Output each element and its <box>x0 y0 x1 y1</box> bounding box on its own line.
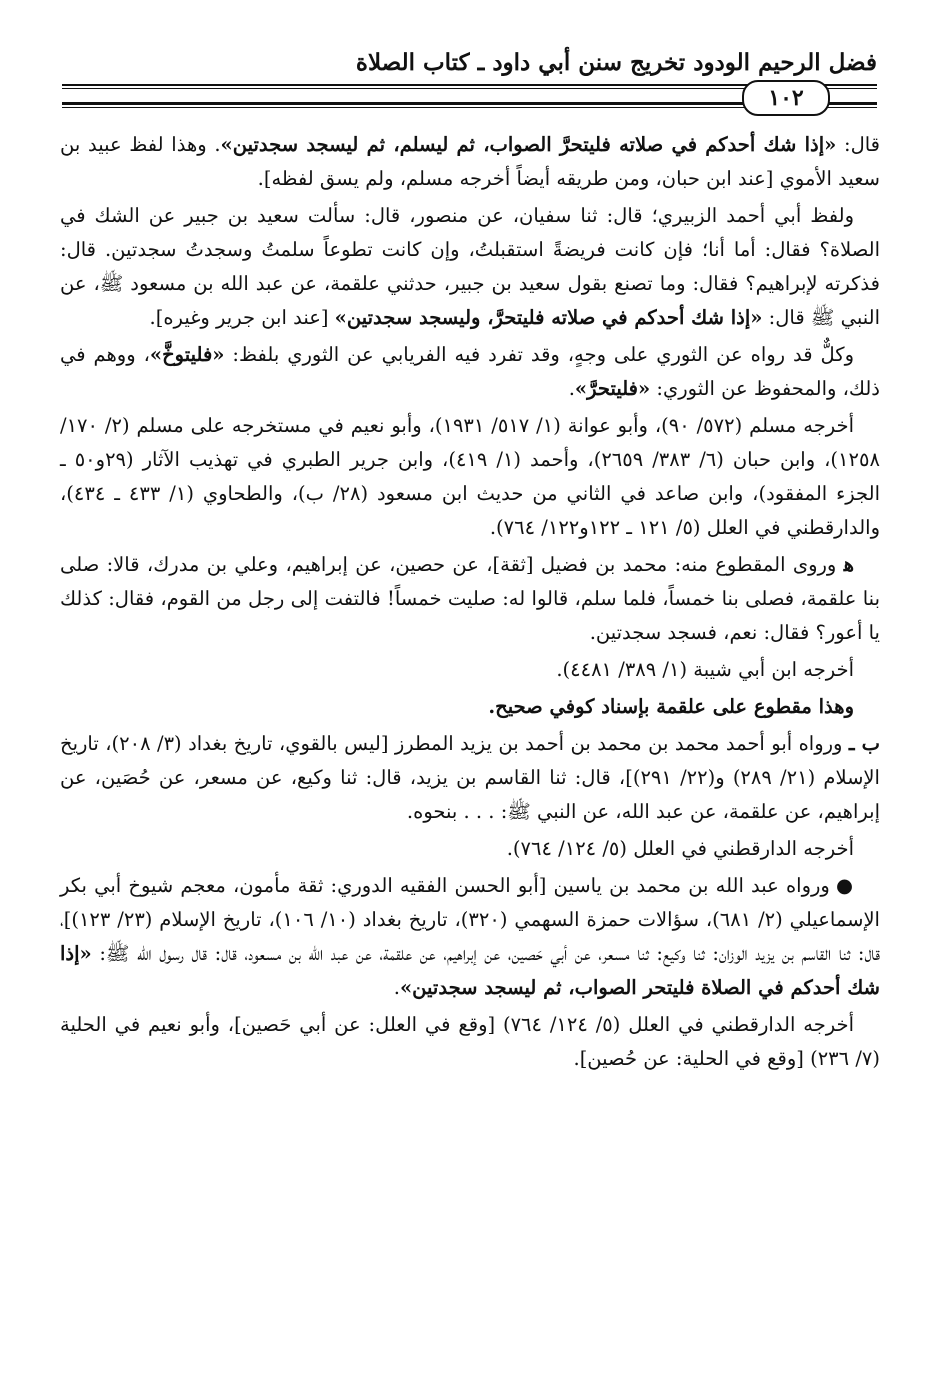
paragraph-8 <box>60 727 880 829</box>
hadith-quote-3: «إذا شك أحدكم في الصلاة فليتحر الصواب، ثم ليسجد سجدتين» <box>60 942 880 999</box>
dot-bullet-icon: ● <box>836 874 854 897</box>
page-body <box>60 128 880 1079</box>
quote-falyatawakh: «فليتوخَّ» <box>149 343 225 366</box>
running-header: فضل الرحيم الودود تخريج سنن أبي داود ـ كتاب الصلاة <box>355 49 877 76</box>
paragraph-10 <box>60 869 880 1005</box>
p1-rest: . وهذا لفظ عبيد بن سعيد الأموي [عند ابن حبان، ومن طريقه أيضاً أخرجه مسلم، ولم يسق لفظه]. <box>60 133 880 190</box>
p2-text: ولفظ أبي أحمد الزبيري؛ قال: ثنا سفيان، عن منصور، قال: سألت سعيد بن جبير عن الشك في الصلاة؟ فقال: أما أنا؛ فإن كانت فريضةً استقبلتُ، وإن كانت تطوعاً سلمتُ وسجدتُ سجدتين. قال: فذكرته لإبراهيم؟ فقال: وما تصنع بقول سعيد بن جبير، حدثني علقمة، عن عبد الله بن مسعود ﷺ، عن النبي ﷺ قال: <box>60 204 880 329</box>
p3-end: . <box>568 377 575 400</box>
p3-text: وكلٌّ قد رواه عن الثوري على وجهٍ، وقد تفرد فيه الفريابي عن الثوري بلفظ: <box>224 343 854 366</box>
paragraph-1 <box>60 128 880 196</box>
p8-text: ورواه أبو أحمد محمد بن محمد بن أحمد بن يزيد المطرز [ليس بالقوي، تاريخ بغداد (٣/ ٢٠٨)، تاريخ الإسلام (٢١/ ٢٨٩) و(٢٢/ ٢٩١)]، قال: ثنا القاسم بن يزيد، قال: ثنا وكيع، عن مسعر، عن حُصَين، عن إبراهيم، عن علقمة، عن عبد الله، عن النبي ﷺ: . . . بنحوه. <box>60 732 880 823</box>
paragraph-4-citations: أخرجه مسلم (٥٧٢/ ٩٠)، وأبو عوانة (١/ ٥١٧/ ١٩٣١)، وأبو نعيم في مستخرجه على مسلم (٢/ ١٧٠/ ١٢٥٨)، وابن حبان (٦/ ٣٨٣/ ٢٦٥٩)، وأحمد (١/ ٤١٩)، وابن جرير الطبري في تهذيب الآثار (٢٩و٥٠ ـ الجزء المفقود)، وابن صاعد في الثاني من حديث ابن مسعود (٢٨/ ب)، والطحاوي (١/ ٤٣٣ ـ ٤٣٤)، والدارقطني في العلل (٥/ ١٢١ ـ ١٢٢و١٢٢/ ٧٦٤). <box>60 414 880 539</box>
p10-end: . <box>393 976 400 999</box>
p3-mid: ، ووهم في ذلك، والمحفوظ عن الثوري: <box>60 343 880 400</box>
paragraph-7-verdict: وهذا مقطوع على علقمة بإسناد كوفي صحيح. <box>488 695 854 718</box>
p1-intro: قال: <box>836 133 881 156</box>
hadith-quote-1: «إذا شك أحدكم في صلاته فليتحرَّ الصواب، ثم ليسلم، ثم ليسجد سجدتين» <box>220 133 837 156</box>
page-number: ١٠٢ <box>742 80 830 116</box>
circle-bullet-icon: ﻫ <box>843 553 854 576</box>
hadith-quote-2: «إذا شك أحدكم في صلاته فليتحرَّ، وليسجد سجدتين» <box>334 306 763 329</box>
p5-text: وروى المقطوع منه: محمد بن فضيل [ثقة]، عن حصين، عن إبراهيم، وعلي بن مدرك، قالا: صلى بنا علقمة، فصلى بنا خمساً، فلما سلم، قالوا له: صليت خمساً! فالتفت إلى رجل من القوم، فقال: كذلك يا أعور؟ فقال: نعم، فسجد سجدتين. <box>60 553 880 644</box>
paragraph-6: أخرجه ابن أبي شيبة (١/ ٣٨٩/ ٤٤٨١). <box>556 658 854 681</box>
p2-rest: [عند ابن جرير وغيره]. <box>149 306 335 329</box>
section-label-b: ب ـ <box>848 732 880 755</box>
quote-falyataharra: «فليتحرَّ» <box>574 377 651 400</box>
paragraph-9: أخرجه الدارقطني في العلل (٥/ ١٢٤/ ٧٦٤). <box>506 837 854 860</box>
paragraph-11: أخرجه الدارقطني في العلل (٥/ ١٢٤/ ٧٦٤) [وقع في العلل: عن أبي حَصين]، وأبو نعيم في الحلية (٧/ ٢٣٦) [وقع في الحلية: عن حُصين]. <box>60 1013 880 1070</box>
paragraph-3 <box>60 338 880 406</box>
paragraph-5 <box>60 548 880 650</box>
p10-text: ورواه عبد الله بن محمد بن ياسين [أبو الحسن الفقيه الدوري: ثقة مأمون، معجم شيوخ أبي بكر الإسماعيلي (٢/ ٦٨١)، سؤالات حمزة السهمي (٣٢٠)، تاريخ بغداد (١٠/ ١٠٦)، تاريخ الإسلام (٢٣/ ١٢٣)]، قال: ثنا القاسم بن يزيد الوزان: ثنا وكيع: ثنا مسعر، عن أبي حَصين، عن إبراهيم، عن علقمة، عن عبد الله بن مسعود، قال: قال رسول الله ﷺ: <box>60 874 880 965</box>
paragraph-2 <box>60 199 880 335</box>
